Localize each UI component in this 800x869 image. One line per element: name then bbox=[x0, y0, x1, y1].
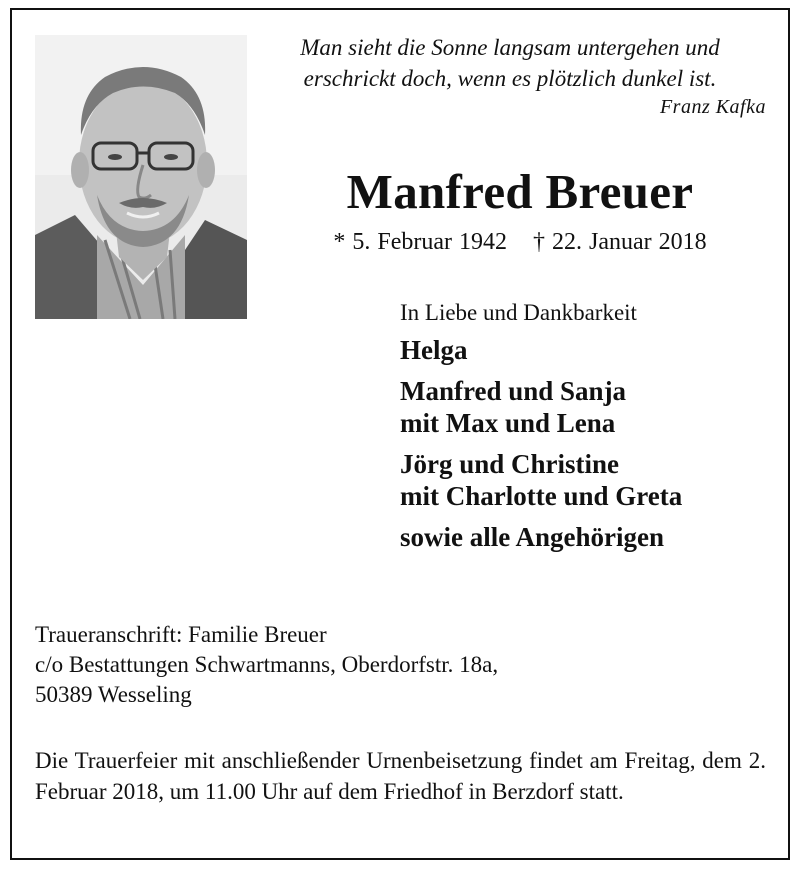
mourners-intro: In Liebe und Dankbarkeit bbox=[400, 300, 637, 325]
address-line-3: 50389 Wesseling bbox=[35, 682, 192, 707]
address-line-1: Traueranschrift: Familie Breuer bbox=[35, 622, 327, 647]
mourning-address bbox=[35, 620, 498, 710]
mourner-line: mit Max und Lena bbox=[400, 408, 616, 438]
mourner-group bbox=[400, 448, 790, 512]
mourner-line: sowie alle Angehörigen bbox=[400, 522, 664, 552]
mourner-line: Jörg und Christine bbox=[400, 449, 620, 479]
quote-line-2: erschrickt doch, wenn es plötzlich dunkel ist. bbox=[303, 66, 717, 91]
mourner-group bbox=[400, 334, 790, 366]
mourner-line: Helga bbox=[400, 335, 468, 365]
death-date: † 22. Januar 2018 bbox=[533, 229, 707, 255]
quote-line-1: Man sieht die Sonne langsam untergehen und bbox=[300, 35, 720, 60]
birth-date: * 5. Februar 1942 bbox=[333, 229, 507, 255]
funeral-service-info: Die Trauerfeier mit anschließender Urnenbeisetzung findet am Freitag, dem 2. Februar 2018, um 11.00 Uhr auf dem Friedhof in Berzdorf statt. bbox=[35, 748, 766, 804]
quote-author: Franz Kafka bbox=[659, 96, 766, 118]
address-line-2: c/o Bestattungen Schwartmanns, Oberdorfstr. 18a, bbox=[35, 652, 499, 677]
mourners-list bbox=[400, 298, 790, 562]
mourner-line: Manfred und Sanja bbox=[400, 376, 627, 406]
life-dates bbox=[270, 229, 770, 256]
quote bbox=[255, 32, 765, 94]
mourner-line: mit Charlotte und Greta bbox=[400, 481, 683, 511]
portrait-photo bbox=[35, 35, 247, 319]
mourner-group bbox=[400, 521, 790, 553]
mourner-group bbox=[400, 375, 790, 439]
deceased-name: Manfred Breuer bbox=[346, 164, 694, 219]
